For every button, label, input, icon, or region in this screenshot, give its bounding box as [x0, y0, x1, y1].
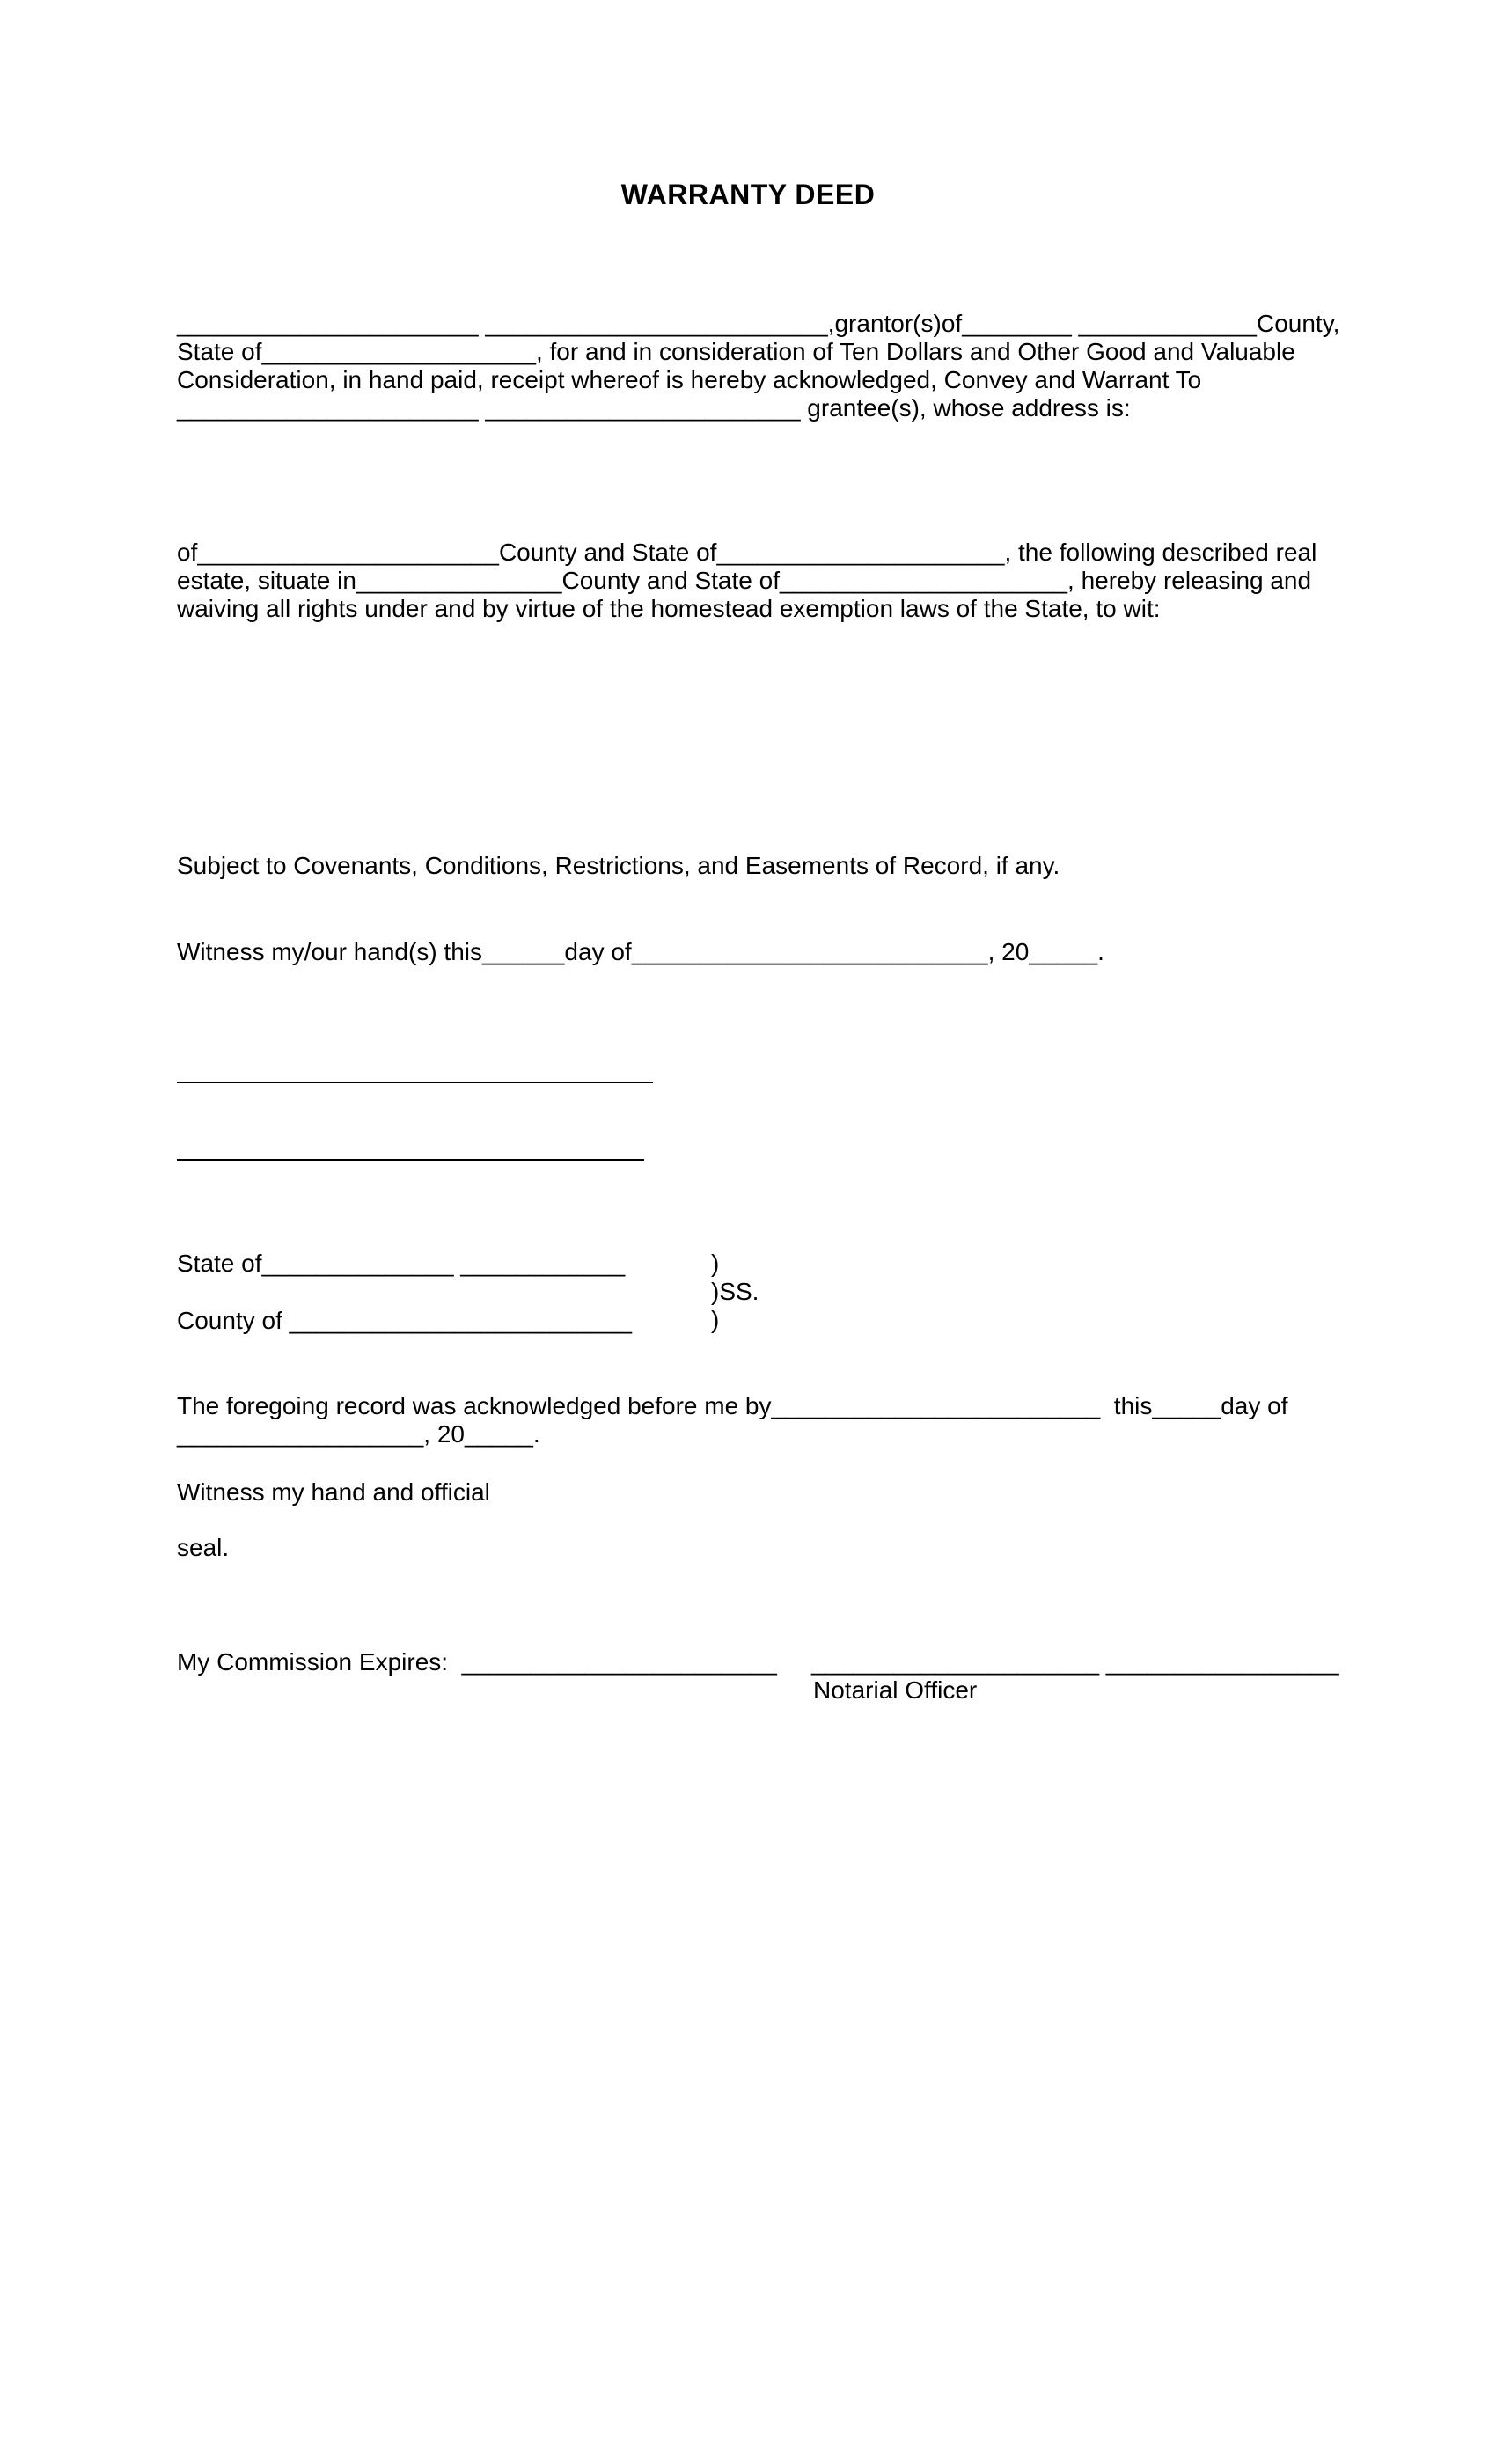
commission-expires-line: My Commission Expires: _______________________ [177, 1648, 777, 1676]
acknowledgment-line-2: __________________, 20_____. [177, 1420, 540, 1448]
notary-county-blank: _________________________ [282, 1307, 632, 1334]
grantee-county-line: of______________________County and State of_____________________, the following described real [177, 539, 1317, 566]
venue-ss: )SS. [711, 1278, 759, 1305]
grantor-name-blank: ______________________ _________________________, [177, 310, 835, 337]
seal-line: seal. [177, 1534, 230, 1561]
grantor-line [177, 310, 1340, 338]
notary-county-label: County of [177, 1307, 282, 1334]
homestead-line: waiving all rights under and by virtue of the homestead exemption laws of the State, to wit: [177, 595, 1161, 622]
witness-hands-line: Witness my/our hand(s) this______day of__________________________, 20_____. [177, 938, 1104, 965]
acknowledgment-line-1: The foregoing record was acknowledged before me by________________________ this_____day of [177, 1392, 1288, 1419]
document-title: WARRANTY DEED [620, 179, 876, 210]
signature-line-2 [177, 1159, 644, 1161]
notary-state-label: State of [177, 1250, 262, 1277]
venue-paren-3: ) [711, 1306, 720, 1333]
signature-line-1 [177, 1082, 653, 1083]
venue-paren-1: ) [711, 1250, 720, 1277]
grantee-line: ______________________ _______________________ grantee(s), whose address is: [177, 394, 1131, 422]
grantor-county-blank: of________ _____________County, [941, 310, 1340, 337]
estate-situate-line: estate, situate in_______________County and State of_____________________, hereby releasing and [177, 567, 1312, 594]
notary-county-line [177, 1307, 632, 1335]
state-consideration-line: State of____________________, for and in consideration of Ten Dollars and Other Good and Valuable [177, 338, 1295, 365]
notary-state-blank: ______________ ____________ [261, 1250, 626, 1277]
notarial-officer-signature-line: _____________________ _________________ [811, 1648, 1339, 1676]
notarial-officer-label: Notarial Officer [813, 1676, 978, 1704]
notary-state-line [177, 1250, 625, 1278]
witness-official-line: Witness my hand and official [177, 1478, 490, 1506]
grantor-label: grantor(s) [834, 310, 942, 337]
subject-to-line: Subject to Covenants, Conditions, Restrictions, and Easements of Record, if any. [177, 852, 1060, 879]
consideration-line: Consideration, in hand paid, receipt whereof is hereby acknowledged, Convey and Warrant To [177, 366, 1202, 393]
